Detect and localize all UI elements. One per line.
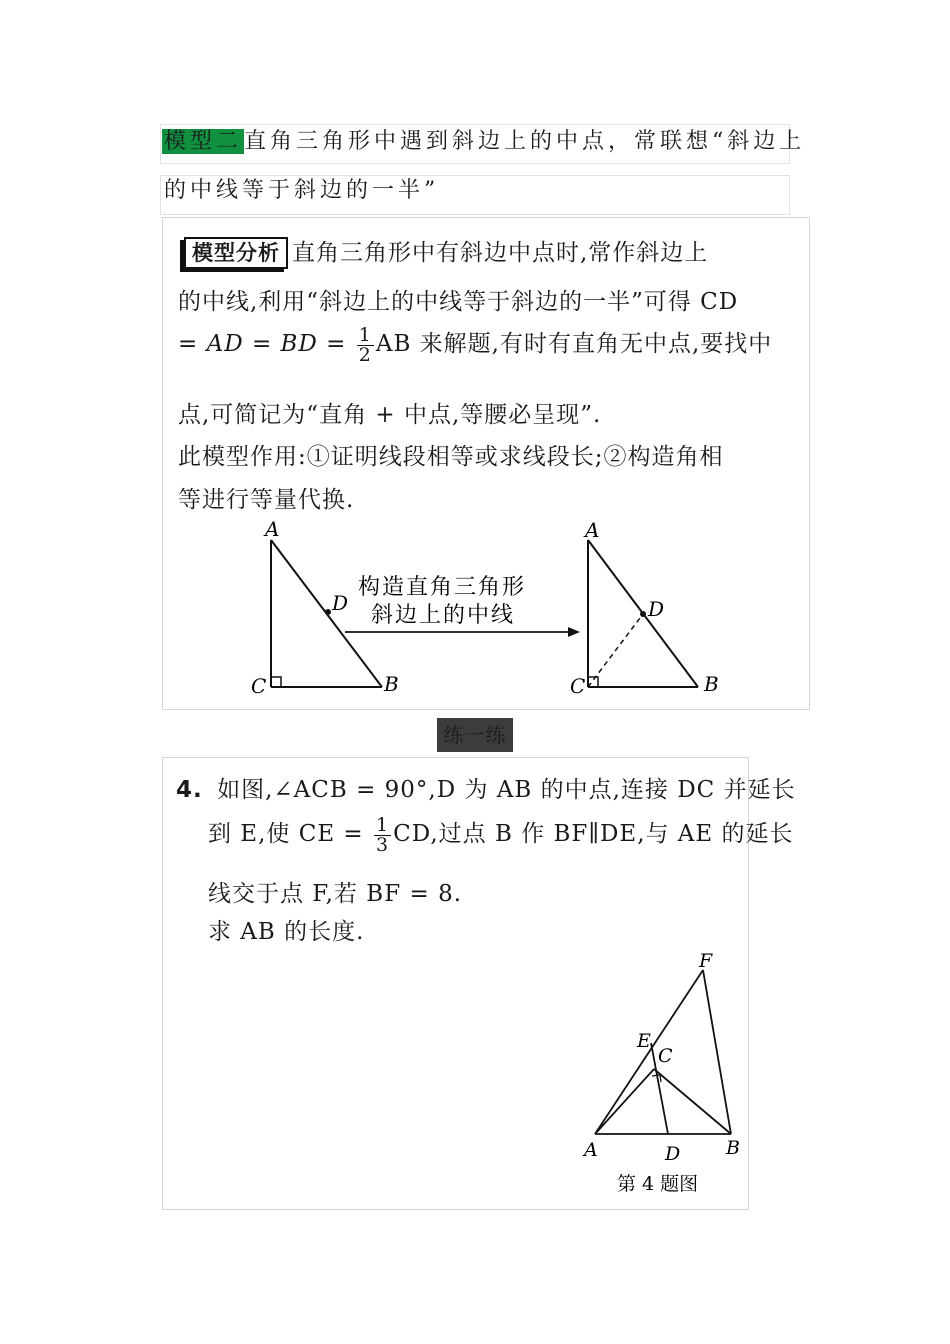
frac-den: 2 (358, 343, 372, 366)
analysis-line-1 (178, 234, 708, 269)
arrow (345, 627, 580, 637)
arrow-text-2: 斜边上的中线 (371, 603, 516, 628)
right-label-d: D (648, 597, 665, 621)
fraction-one-half (357, 323, 374, 366)
left-point-d (325, 609, 331, 615)
fig-label-d: D (665, 1143, 681, 1165)
heading-line-1 (162, 124, 805, 155)
analysis-eq-post: AB 来解题,有时有直角无中点,要找中 (375, 331, 773, 357)
question-figure (575, 948, 745, 1198)
practice-title: 练一练 (437, 718, 513, 752)
right-label-b: B (704, 672, 719, 696)
fig-label-c: C (658, 1045, 673, 1067)
frac-num: 1 (358, 323, 372, 346)
heading-line-2: 的中线等于斜边的一半” (164, 178, 440, 203)
frac-den: 3 (376, 833, 390, 856)
question-text-2-pre: 到 E,使 CE = (208, 821, 364, 847)
question-line-2 (208, 815, 794, 855)
question-line-1 (176, 771, 796, 804)
figure-caption: 第 4 题图 (617, 1173, 699, 1195)
model-tag: 模型二 (164, 129, 243, 154)
question-text-2-post: CD,过点 B 作 BF∥DE,与 AE 的延长 (393, 821, 794, 847)
analysis-line-5: 此模型作用:①证明线段相等或求线段长;②构造角相 (178, 444, 724, 470)
analysis-line-6: 等进行等量代换. (178, 487, 355, 513)
left-label-a: A (265, 517, 280, 541)
fig-label-f: F (699, 950, 713, 972)
question-line-4: 求 AB 的长度. (208, 919, 365, 945)
analysis-line-3 (178, 325, 772, 365)
left-label-b: B (384, 672, 399, 696)
fig-label-a: A (584, 1139, 598, 1161)
arrow-text-1: 构造直角三角形 (358, 575, 527, 600)
analysis-eq-pre: = AD = BD = (178, 331, 347, 357)
fraction-one-third (374, 813, 391, 856)
analysis-line-2: 的中线,利用“斜边上的中线等于斜边的一半”可得 CD (178, 289, 739, 315)
fig-label-e: E (637, 1030, 651, 1052)
model-analysis-label: 模型分析 (184, 237, 288, 269)
heading-text-1: 直角三角形中遇到斜边上的中点，常联想“斜边上 (244, 129, 806, 154)
question-line-3: 线交于点 F,若 BF = 8. (208, 881, 463, 907)
analysis-diagram (240, 515, 740, 705)
question-number: 4. (176, 777, 203, 803)
right-label-c: C (570, 674, 586, 698)
left-label-d: D (332, 591, 349, 615)
question-text-1: 如图,∠ACB = 90°,D 为 AB 的中点,连接 DC 并延长 (217, 777, 796, 803)
left-label-c: C (251, 674, 267, 698)
analysis-text-1: 直角三角形中有斜边中点时,常作斜边上 (292, 240, 709, 266)
fig-label-b: B (726, 1137, 740, 1159)
analysis-line-4: 点,可简记为“直角 + 中点,等腰必呈现”. (178, 402, 602, 428)
frac-num: 1 (376, 813, 390, 836)
right-label-a: A (585, 518, 600, 542)
right-point-d (640, 611, 646, 617)
